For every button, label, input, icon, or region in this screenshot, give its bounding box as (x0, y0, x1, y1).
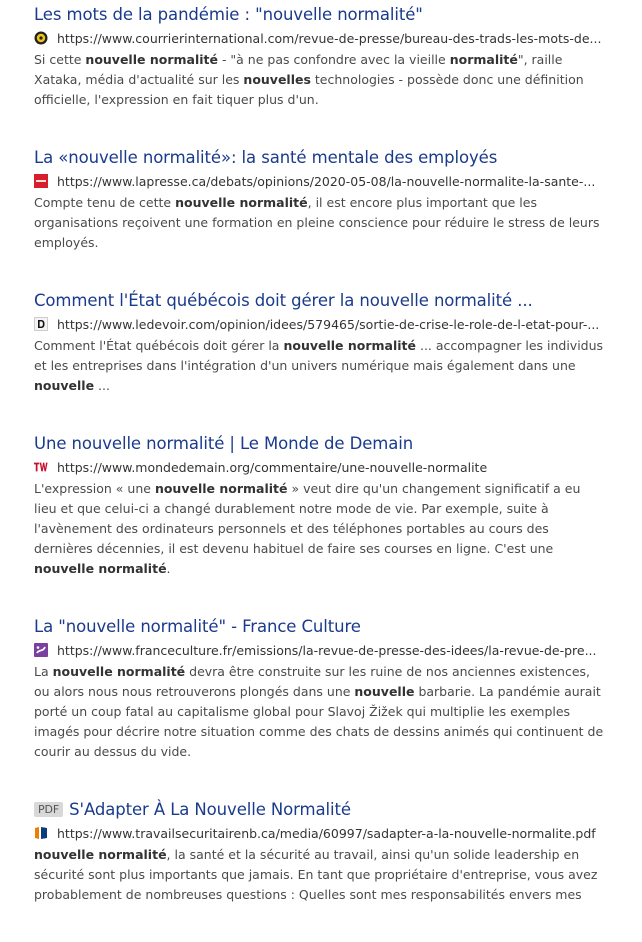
result-title-link[interactable] (34, 290, 606, 312)
result-title-text: La «nouvelle normalité»: la santé mentale des employés (34, 148, 498, 167)
courrier-international-icon (34, 31, 48, 45)
monde-de-demain-icon (34, 460, 48, 474)
snippet-highlight: normalité (449, 52, 518, 67)
snippet-highlight: nouvelle normalité (52, 664, 186, 679)
result-title-text: La "nouvelle normalité" - France Culture (34, 617, 361, 636)
result-url-link[interactable]: https://www.mondedemain.org/commentaire/une-nouvelle-normalite (57, 459, 488, 475)
snippet-highlight: nouvelle normalité (34, 561, 167, 576)
result-title-link[interactable] (34, 147, 606, 169)
snippet-text: technologies - possède donc une définition officielle, l'expression en fait tiquer plus d'un. (34, 72, 584, 107)
snippet-highlight: nouvelle normalité (283, 338, 416, 353)
result-snippet (34, 50, 606, 110)
snippet-highlight: nouvelle normalité (34, 847, 167, 862)
result-url-row (34, 822, 606, 844)
result-url-row (34, 170, 606, 192)
snippet-highlight: nouvelle normalité (85, 52, 218, 67)
snippet-text: Compte tenu de cette (34, 195, 176, 210)
result-title-link[interactable] (34, 799, 606, 821)
search-result (34, 0, 606, 110)
result-snippet (34, 479, 606, 579)
search-results (34, 0, 606, 942)
result-url-link[interactable]: https://www.courrierinternational.com/revue-de-presse/bureau-des-trads-les-mots-de... (57, 30, 602, 46)
result-url-row (34, 313, 606, 335)
result-title-link[interactable] (34, 433, 606, 455)
france-culture-icon (34, 643, 48, 657)
snippet-highlight: nouvelle (354, 684, 415, 699)
result-title-text: S'Adapter À La Nouvelle Normalité (69, 800, 351, 819)
search-result (34, 799, 606, 905)
snippet-text: L'expression « une (34, 481, 155, 496)
snippet-text: - "à ne pas confondre avec la vieille (217, 52, 450, 67)
la-presse-icon (34, 174, 48, 188)
snippet-text: Si cette (34, 52, 86, 67)
result-url-link[interactable]: https://www.franceculture.fr/emissions/la-revue-de-presse-des-idees/la-revue-de-pre... (57, 642, 597, 658)
snippet-text: » veut dire qu'un changement significatif a eu lieu et que celui-ci a changé durablement notre mode de vie. Par exemple, suite à l'avènement des ordinateurs personnels et des téléphones portables au cours des dernières décennies, il est devenu habituel de faire ses courses en ligne. C'est une (34, 481, 581, 556)
snippet-highlight: nouvelle normalité (154, 481, 288, 496)
snippet-highlight: nouvelle (34, 378, 95, 393)
result-snippet (34, 193, 606, 253)
pdf-badge: PDF (34, 802, 63, 817)
snippet-highlight: nouvelle normalité (175, 195, 308, 210)
snippet-text: ... accompagner les individus et les entreprises dans l'intégration d'un univers numérique mais également dans une (34, 338, 604, 373)
result-title-text: Les mots de la pandémie : "nouvelle normalité" (34, 5, 423, 24)
travail-securitaire-nb-icon (34, 826, 48, 840)
le-devoir-icon (34, 317, 48, 331)
result-url-row (34, 456, 606, 478)
snippet-text: La (34, 664, 53, 679)
snippet-highlight: nouvelles (243, 72, 311, 87)
result-snippet (34, 336, 606, 396)
snippet-text: , il est encore plus important que les organisations reçoivent une formation en pleine conscience pour réduire le stress de leurs employés. (34, 195, 600, 250)
result-url-link[interactable]: https://www.ledevoir.com/opinion/idees/579465/sortie-de-crise-le-role-de-l-etat-pour-... (57, 316, 600, 332)
result-url-link[interactable]: https://www.travailsecuritairenb.ca/media/60997/sadapter-a-la-nouvelle-normalite.pdf (57, 825, 596, 841)
search-result (34, 147, 606, 253)
result-title-link[interactable] (34, 616, 606, 638)
snippet-text: ", raille Xataka, média d'actualité sur les (34, 52, 563, 87)
result-title-text: Comment l'État québécois doit gérer la nouvelle normalité ... (34, 291, 533, 310)
result-title-link[interactable] (34, 4, 606, 26)
result-title-text: Une nouvelle normalité | Le Monde de Demain (34, 434, 414, 453)
search-result (34, 290, 606, 396)
snippet-text: Comment l'État québécois doit gérer la (34, 338, 284, 353)
result-url-row (34, 639, 606, 661)
result-url-row (34, 27, 606, 49)
snippet-text: barbarie. La pandémie aurait porté un coup fatal au capitalisme global pour Slavoj Žižek qui multiplie les exemples imagés pour décrire notre situation comme des chats de dessins animés qui continuent de courir au dessus du vide. (34, 684, 604, 759)
result-snippet (34, 662, 606, 762)
snippet-text: . (166, 561, 171, 576)
search-result (34, 616, 606, 762)
snippet-text: ... (94, 378, 110, 393)
result-snippet (34, 845, 606, 905)
search-result (34, 433, 606, 579)
result-url-link[interactable]: https://www.lapresse.ca/debats/opinions/2020-05-08/la-nouvelle-normalite-la-sante-... (57, 173, 596, 189)
snippet-text: , la santé et la sécurité au travail, ainsi qu'un solide leadership en sécurité sont plus importants que jamais. En tant que propriétaire d'entreprise, vous avez probablement de nombreuses questions : Quelles sont mes responsabilités envers mes (34, 847, 598, 902)
snippet-text: devra être construite sur les ruine de nos anciennes existences, ou alors nous nous retrouverons plongés dans une (34, 664, 591, 699)
